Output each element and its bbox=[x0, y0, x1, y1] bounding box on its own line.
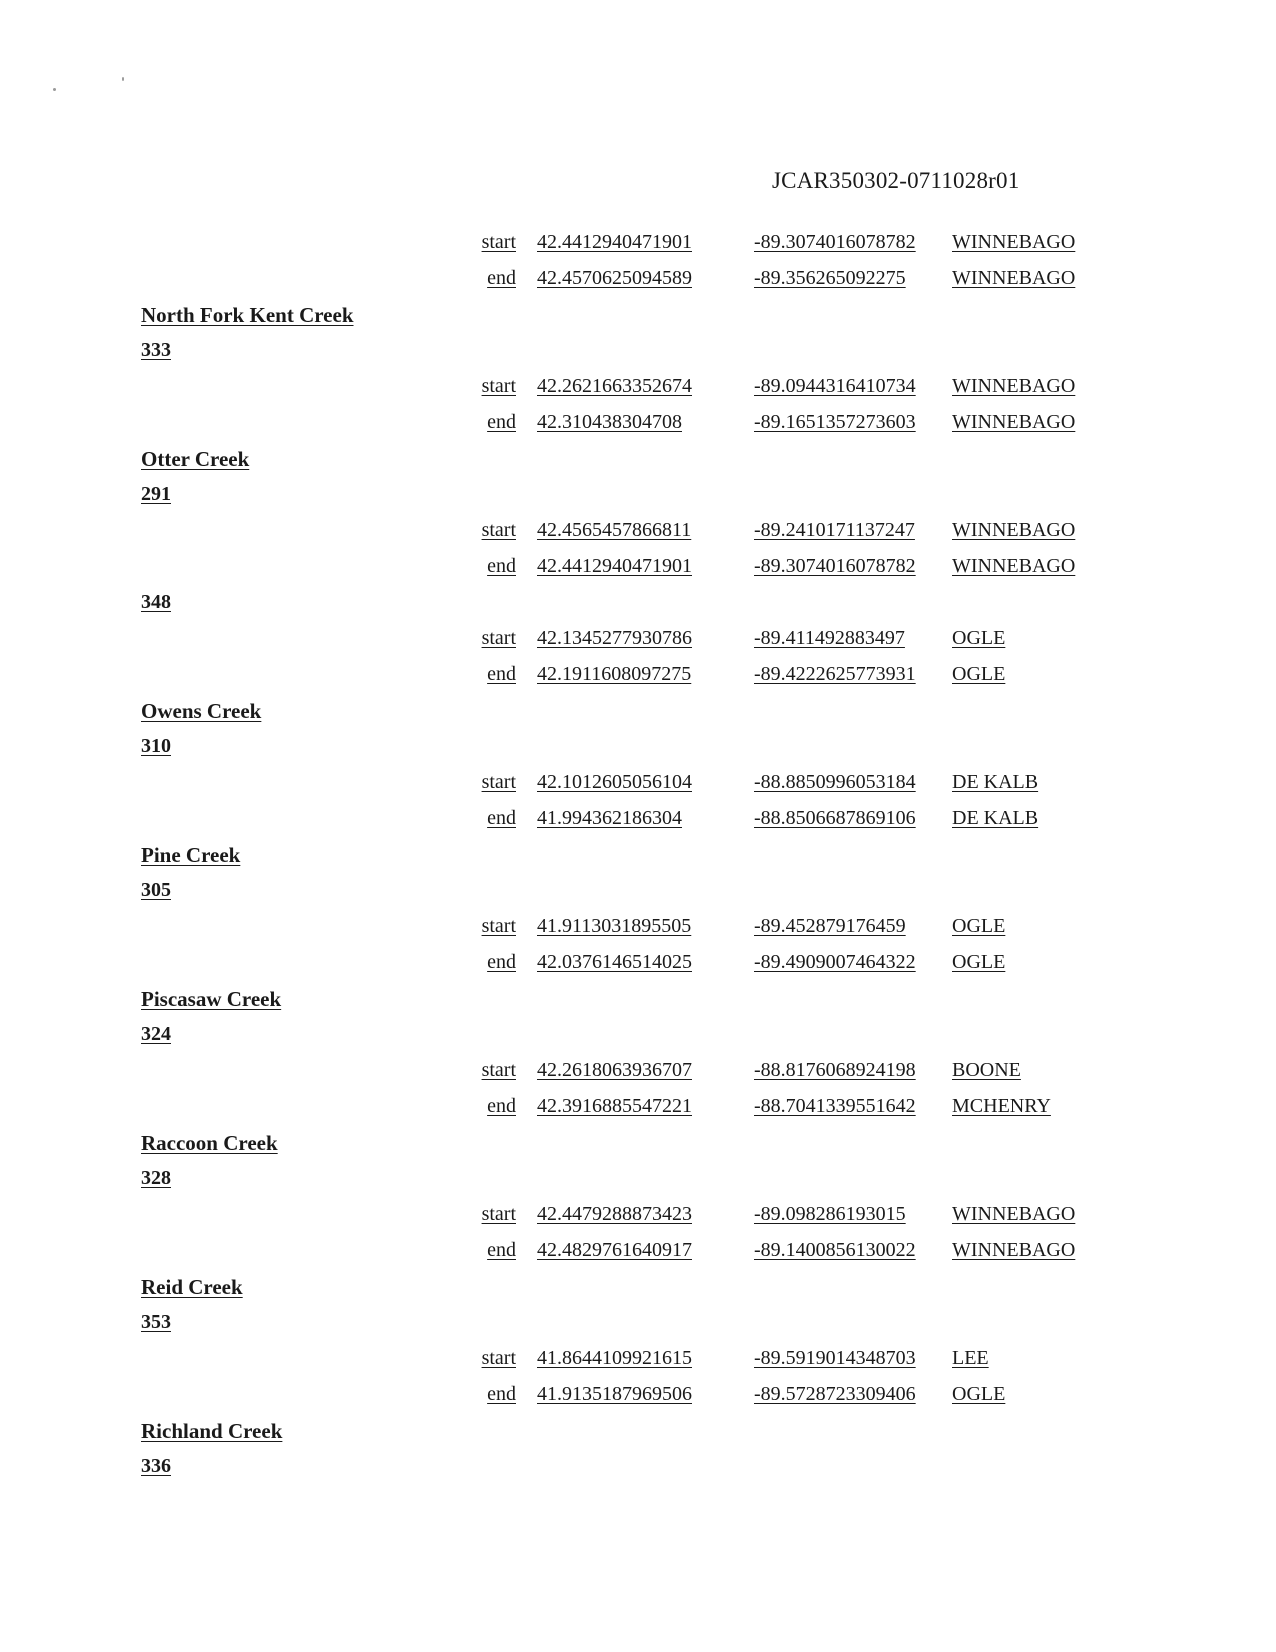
coordinate-row-end bbox=[0, 1235, 1276, 1271]
stream-name-row bbox=[0, 443, 1276, 479]
scan-speck bbox=[122, 77, 124, 81]
stream-name-row bbox=[0, 1415, 1276, 1451]
latitude-value: 42.1911608097275 bbox=[537, 663, 692, 685]
stream-code-row bbox=[0, 875, 1276, 911]
longitude-value: -89.5728723309406 bbox=[754, 1383, 916, 1405]
stream-code-row bbox=[0, 1451, 1276, 1487]
longitude-value: -89.356265092275 bbox=[754, 267, 906, 289]
point-label: end bbox=[487, 267, 516, 289]
coordinate-row-start bbox=[0, 623, 1276, 659]
stream-name-row bbox=[0, 299, 1276, 335]
longitude-value: -89.3074016078782 bbox=[754, 231, 916, 253]
stream-name: Reid Creek bbox=[141, 1275, 243, 1299]
document-id: JCAR350302-0711028r01 bbox=[772, 168, 1020, 193]
longitude-value: -89.452879176459 bbox=[754, 915, 906, 937]
longitude-value: -89.2410171137247 bbox=[754, 519, 915, 541]
county-value: WINNEBAGO bbox=[952, 231, 1076, 253]
latitude-value: 42.3916885547221 bbox=[537, 1095, 692, 1117]
longitude-value: -89.1651357273603 bbox=[754, 411, 916, 433]
coordinate-row-start bbox=[0, 515, 1276, 551]
latitude-value: 41.9113031895505 bbox=[537, 915, 692, 937]
stream-name: Pine Creek bbox=[141, 843, 241, 867]
point-label: end bbox=[487, 555, 516, 577]
stream-name-row bbox=[0, 983, 1276, 1019]
latitude-value: 42.2621663352674 bbox=[537, 375, 692, 397]
stream-code: 348 bbox=[141, 591, 171, 613]
county-value: OGLE bbox=[952, 915, 1006, 937]
point-label: end bbox=[487, 1239, 516, 1261]
coordinate-row-end bbox=[0, 1091, 1276, 1127]
latitude-value: 41.8644109921615 bbox=[537, 1347, 692, 1369]
longitude-value: -89.1400856130022 bbox=[754, 1239, 916, 1261]
stream-code: 328 bbox=[141, 1167, 171, 1189]
point-label: end bbox=[487, 1383, 516, 1405]
coordinate-row-end bbox=[0, 1379, 1276, 1415]
stream-name: Otter Creek bbox=[141, 447, 250, 471]
county-value: WINNEBAGO bbox=[952, 1203, 1076, 1225]
county-value: WINNEBAGO bbox=[952, 267, 1076, 289]
point-label: end bbox=[487, 807, 516, 829]
county-value: MCHENRY bbox=[952, 1095, 1051, 1117]
coordinate-row-end bbox=[0, 659, 1276, 695]
point-label: end bbox=[487, 663, 516, 685]
stream-name-row bbox=[0, 695, 1276, 731]
stream-name: Owens Creek bbox=[141, 699, 262, 723]
longitude-value: -88.8850996053184 bbox=[754, 771, 916, 793]
county-value: WINNEBAGO bbox=[952, 555, 1076, 577]
county-value: WINNEBAGO bbox=[952, 411, 1076, 433]
stream-name-row bbox=[0, 1127, 1276, 1163]
latitude-value: 42.4412940471901 bbox=[537, 555, 692, 577]
stream-code: 305 bbox=[141, 879, 171, 901]
stream-code-row bbox=[0, 1163, 1276, 1199]
stream-name: Raccoon Creek bbox=[141, 1131, 278, 1155]
stream-name-row bbox=[0, 1271, 1276, 1307]
point-label: start bbox=[481, 771, 516, 793]
latitude-value: 42.4570625094589 bbox=[537, 267, 692, 289]
coordinate-row-start bbox=[0, 1343, 1276, 1379]
county-value: DE KALB bbox=[952, 807, 1039, 829]
latitude-value: 41.994362186304 bbox=[537, 807, 682, 829]
coordinate-row-start bbox=[0, 227, 1276, 263]
latitude-value: 42.0376146514025 bbox=[537, 951, 692, 973]
point-label: start bbox=[481, 627, 516, 649]
county-value: DE KALB bbox=[952, 771, 1039, 793]
stream-code-row bbox=[0, 731, 1276, 767]
stream-name: North Fork Kent Creek bbox=[141, 303, 354, 327]
coordinate-row-end bbox=[0, 263, 1276, 299]
stream-code: 333 bbox=[141, 339, 171, 361]
point-label: start bbox=[481, 1203, 516, 1225]
county-value: WINNEBAGO bbox=[952, 375, 1076, 397]
longitude-value: -88.8506687869106 bbox=[754, 807, 916, 829]
longitude-value: -88.7041339551642 bbox=[754, 1095, 916, 1117]
longitude-value: -89.3074016078782 bbox=[754, 555, 916, 577]
point-label: start bbox=[481, 915, 516, 937]
coordinate-row-start bbox=[0, 911, 1276, 947]
longitude-value: -89.5919014348703 bbox=[754, 1347, 916, 1369]
stream-name-row bbox=[0, 839, 1276, 875]
latitude-value: 41.9135187969506 bbox=[537, 1383, 692, 1405]
longitude-value: -88.8176068924198 bbox=[754, 1059, 916, 1081]
latitude-value: 42.1345277930786 bbox=[537, 627, 692, 649]
longitude-value: -89.4909007464322 bbox=[754, 951, 916, 973]
point-label: start bbox=[481, 375, 516, 397]
stream-coordinate-list bbox=[0, 227, 1276, 1487]
coordinate-row-end bbox=[0, 407, 1276, 443]
point-label: start bbox=[481, 231, 516, 253]
coordinate-row-end bbox=[0, 551, 1276, 587]
stream-code-row bbox=[0, 479, 1276, 515]
county-value: WINNEBAGO bbox=[952, 519, 1076, 541]
county-value: OGLE bbox=[952, 663, 1006, 685]
longitude-value: -89.411492883497 bbox=[754, 627, 905, 649]
longitude-value: -89.4222625773931 bbox=[754, 663, 916, 685]
point-label: end bbox=[487, 411, 516, 433]
latitude-value: 42.4565457866811 bbox=[537, 519, 692, 541]
latitude-value: 42.4479288873423 bbox=[537, 1203, 692, 1225]
coordinate-row-start bbox=[0, 371, 1276, 407]
county-value: LEE bbox=[952, 1347, 989, 1369]
latitude-value: 42.1012605056104 bbox=[537, 771, 692, 793]
coordinate-row-end bbox=[0, 947, 1276, 983]
latitude-value: 42.310438304708 bbox=[537, 411, 682, 433]
stream-code: 336 bbox=[141, 1455, 171, 1477]
county-value: WINNEBAGO bbox=[952, 1239, 1076, 1261]
county-value: OGLE bbox=[952, 1383, 1006, 1405]
stream-code: 310 bbox=[141, 735, 171, 757]
scan-speck bbox=[53, 88, 56, 91]
stream-code-row bbox=[0, 1019, 1276, 1055]
point-label: start bbox=[481, 1059, 516, 1081]
county-value: BOONE bbox=[952, 1059, 1021, 1081]
coordinate-row-start bbox=[0, 1199, 1276, 1235]
point-label: end bbox=[487, 951, 516, 973]
stream-code: 291 bbox=[141, 483, 171, 505]
point-label: start bbox=[481, 519, 516, 541]
county-value: OGLE bbox=[952, 627, 1006, 649]
coordinate-row-start bbox=[0, 1055, 1276, 1091]
latitude-value: 42.4829761640917 bbox=[537, 1239, 692, 1261]
point-label: end bbox=[487, 1095, 516, 1117]
stream-name: Piscasaw Creek bbox=[141, 987, 282, 1011]
stream-code: 324 bbox=[141, 1023, 171, 1045]
stream-name: Richland Creek bbox=[141, 1419, 283, 1443]
longitude-value: -89.098286193015 bbox=[754, 1203, 906, 1225]
longitude-value: -89.0944316410734 bbox=[754, 375, 916, 397]
stream-code: 353 bbox=[141, 1311, 171, 1333]
stream-code-row bbox=[0, 1307, 1276, 1343]
coordinate-row-end bbox=[0, 803, 1276, 839]
stream-code-row bbox=[0, 335, 1276, 371]
county-value: OGLE bbox=[952, 951, 1006, 973]
stream-code-row bbox=[0, 587, 1276, 623]
coordinate-row-start bbox=[0, 767, 1276, 803]
latitude-value: 42.4412940471901 bbox=[537, 231, 692, 253]
point-label: start bbox=[481, 1347, 516, 1369]
latitude-value: 42.2618063936707 bbox=[537, 1059, 692, 1081]
